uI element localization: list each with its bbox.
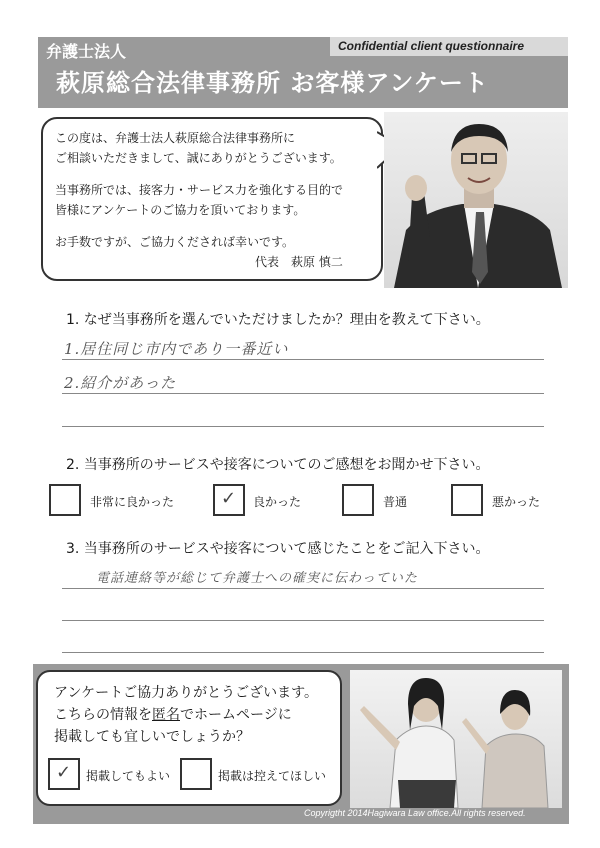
copyright-notice: Copyrigtht 2014Hagiwara Law office.All rights reserved. xyxy=(304,808,526,818)
representative-photo xyxy=(384,112,568,288)
answer-line xyxy=(62,652,544,653)
consent-line-2 xyxy=(54,704,292,724)
intro-line-2: ご相談いただきまして、誠にありがとうございます。 xyxy=(55,151,342,165)
checkbox-good[interactable] xyxy=(213,484,245,516)
question-2: 2. 当事務所のサービスや接客についてのご感想をお聞かせ下さい。 xyxy=(66,457,490,473)
answer-line xyxy=(62,359,544,360)
firm-type: 弁護士法人 xyxy=(46,42,127,61)
checkbox-publish-ok[interactable] xyxy=(48,758,80,790)
question-3: 3. 当事務所のサービスや接客について感じたことをご記入下さい。 xyxy=(66,541,490,557)
check-mark-icon: ✓ xyxy=(56,762,72,783)
page-title: 萩原総合法律事務所 お客様アンケート xyxy=(56,69,489,97)
option-bad-label: 悪かった xyxy=(492,495,541,509)
publish-no-label: 掲載は控えてほしい xyxy=(218,769,327,783)
representative-signature: 代表 萩原 慎二 xyxy=(255,255,343,269)
checkbox-publish-no[interactable] xyxy=(180,758,212,790)
consent-speech-bubble xyxy=(36,670,342,806)
checkbox-very-good[interactable] xyxy=(49,484,81,516)
answer-line xyxy=(62,426,544,427)
intro-line-3: 当事務所では、接客力・サービス力を強化する目的で xyxy=(55,183,344,197)
answer-line xyxy=(62,393,544,394)
publish-ok-label: 掲載してもよい xyxy=(86,769,171,783)
anonymous-emphasis: 匿名 xyxy=(152,707,180,723)
answer-line xyxy=(62,588,544,589)
consent-line-1: アンケートご協力ありがとうございます。 xyxy=(54,685,319,701)
consent-line-2-pre: こちらの情報を xyxy=(54,707,152,723)
option-very-good-label: 非常に良かった xyxy=(90,495,175,509)
intro-line-1: この度は、弁護士法人萩原総合法律事務所に xyxy=(55,131,296,145)
intro-speech-bubble xyxy=(41,117,383,281)
staff-photo xyxy=(350,670,562,808)
header-subtitle: Confidential client questionnaire xyxy=(338,39,525,53)
checkbox-average[interactable] xyxy=(342,484,374,516)
intro-line-4: 皆様にアンケートのご協力を頂いております。 xyxy=(55,203,306,217)
answer-3: 電話連絡等が総じて弁護士への確実に伝わっていた xyxy=(96,571,418,586)
answer-line xyxy=(62,620,544,621)
consent-line-3: 掲載しても宜しいでしょうか？ xyxy=(54,729,250,745)
question-1: 1. なぜ当事務所を選んでいただけましたか？理由を教えて下さい。 xyxy=(66,312,490,328)
option-good-label: 良かった xyxy=(253,495,302,509)
checkbox-bad[interactable] xyxy=(451,484,483,516)
answer-1-line-2: 2.紹介があった xyxy=(64,374,177,392)
consent-line-2-post: でホームページに xyxy=(180,707,292,723)
answer-1-line-1: 1.居住同じ市内であり一番近い xyxy=(64,340,289,358)
check-mark-icon: ✓ xyxy=(221,488,237,509)
intro-line-5: お手数ですが、ご協力くだされば幸いです。 xyxy=(55,235,295,249)
option-average-label: 普通 xyxy=(383,495,408,509)
